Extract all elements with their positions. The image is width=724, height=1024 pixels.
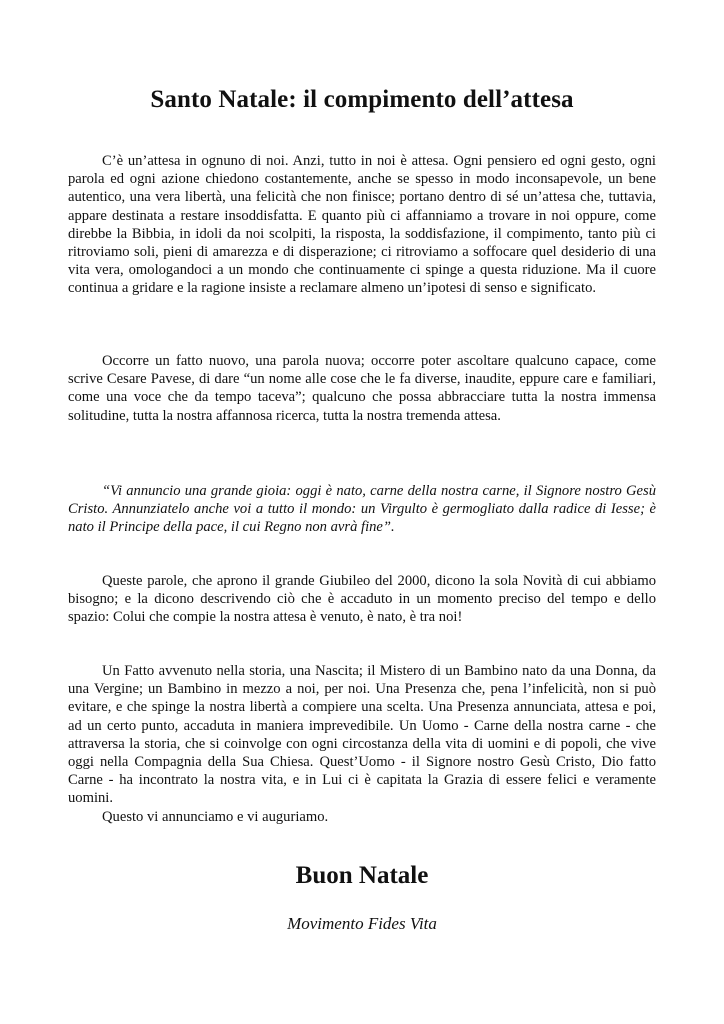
- paragraph-annuncio-quote: “Vi annuncio una grande gioia: oggi è nato, carne della nostra carne, il Signore nostro Gesù Cristo. Annunziatelo anche voi a tutto il mondo: un Virgulto è germogliato dalla radice di Iesse; è nato il Principe della pace, il cui Regno non avrà fine”.: [68, 483, 656, 536]
- document-title: Santo Natale: il compimento dell’attesa: [150, 86, 574, 113]
- signature: Movimento Fides Vita: [287, 914, 437, 933]
- greeting-heading: Buon Natale: [295, 862, 429, 889]
- paragraph-fatto-nuovo: Occorre un fatto nuovo, una parola nuova; occorre poter ascoltare qualcuno capace, come scrive Cesare Pavese, di dare “un nome alle cose che le fa diverse, inaudite, eppure care e familiari, come una voce che da tempo taceva”; qualcuno che possa abbracciare tutta la nostra immensa solitudine, tutta la nostra affannosa ricerca, tutta la nostra tremenda attesa.: [68, 353, 656, 424]
- document-page: [68, 0, 656, 1024]
- paragraph-attesa: C’è un’attesa in ognuno di noi. Anzi, tutto in noi è attesa. Ogni pensiero ed ogni gesto, ogni parola ed ogni azione chiedono costantemente, anche se spesso in modo inconsapevole, un bene autentico, una vera libertà, una felicità che non finisce; portano dentro di sé un’attesa che, tuttavia, appare destinata a restare insoddisfatta. E quanto più ci affanniamo a trovare in noi oppure, come direbbe la Bibbia, in idoli da noi scolpiti, la risposta, la soddisfazione, il compimento, tanto più ci ritroviamo soli, pieni di amarezza e di disperazione; ci ritroviamo a soffocare quel desiderio di una vita vera, omologandoci a un mondo che continuamente ci spinge a questa riduzione. Ma il cuore continua a gridare e la ragione insiste a reclamare almeno un’ipotesi di senso e significato.: [68, 153, 656, 297]
- paragraph-giubileo: Queste parole, che aprono il grande Giubileo del 2000, dicono la sola Novità di cui abbiamo bisogno; e la dicono descrivendo ciò che è accaduto in un momento preciso del tempo e dello spazio: Colui che compie la nostra attesa è venuto, è nato, è tra noi!: [68, 573, 656, 626]
- paragraph-fatto-storia: Un Fatto avvenuto nella storia, una Nascita; il Mistero di un Bambino nato da una Donna, da una Vergine; un Bambino in mezzo a noi, per noi. Una Presenza che, pena l’infelicità, non si può evitare, e che spinge la nostra libertà a compiere una scelta. Una Presenza annunciata, attesa e poi, ad un certo punto, accaduta in maniera imprevedibile. Un Uomo - Carne della nostra carne - che attraversa la storia, che si coinvolge con ogni circostanza della vita di uomini e di popoli, che vive oggi nella Compagnia della Sua Chiesa. Quest’Uomo - il Signore nostro Gesù Cristo, Dio fatto Carne - ha incontrato la nostra vita, e in Lui ci è capitata la Grazia di essere felici e veramente uomini.: [68, 663, 656, 807]
- paragraph-closing: Questo vi annunciamo e vi auguriamo.: [102, 809, 329, 825]
